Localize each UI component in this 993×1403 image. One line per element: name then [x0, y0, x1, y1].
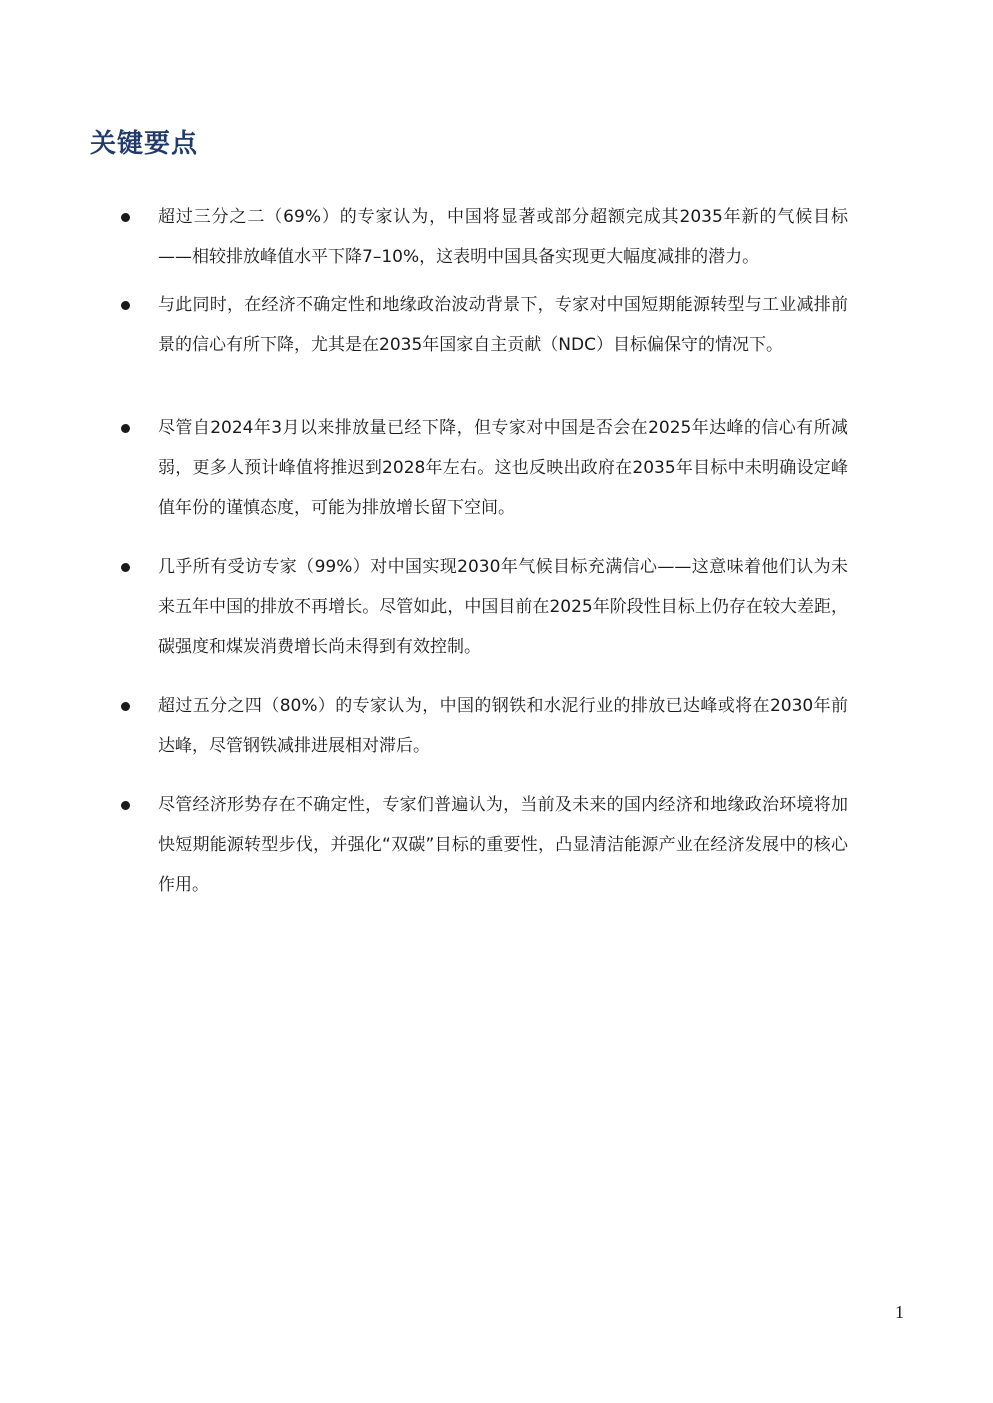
bullet-icon	[121, 301, 130, 310]
page-number: 1	[895, 1302, 904, 1322]
bullet-icon	[121, 424, 130, 433]
section-heading: 关键要点	[90, 129, 199, 159]
bullet-icon	[121, 213, 130, 222]
bullet-text: 几乎所有受访专家（99%）对中国实现2030年气候目标充满信心——这意味着他们认为未来五年中国的排放不再增长。尽管如此，中国目前在2025年阶段性目标上仍存在较大差距，碳强度和煤炭消费增长尚未得到有效控制。	[158, 557, 848, 657]
bullet-text: 尽管自2024年3月以来排放量已经下降，但专家对中国是否会在2025年达峰的信心有所减弱，更多人预计峰值将推迟到2028年左右。这也反映出政府在2035年目标中未明确设定峰值年份的谨慎态度，可能为排放增长留下空间。	[158, 418, 848, 518]
bullet-text: 超过五分之四（80%）的专家认为，中国的钢铁和水泥行业的排放已达峰或将在2030年前达峰，尽管钢铁减排进展相对滞后。	[158, 696, 848, 756]
bullet-icon	[121, 563, 130, 572]
bullet-text: 超过三分之二（69%）的专家认为，中国将显著或部分超额完成其2035年新的气候目标——相较排放峰值水平下降7–10%，这表明中国具备实现更大幅度减排的潜力。	[158, 207, 848, 267]
bullet-icon	[121, 702, 130, 711]
bullet-text: 尽管经济形势存在不确定性，专家们普遍认为，当前及未来的国内经济和地缘政治环境将加快短期能源转型步伐，并强化“双碳”目标的重要性，凸显清洁能源产业在经济发展中的核心作用。	[158, 795, 848, 895]
bullet-text: 与此同时，在经济不确定性和地缘政治波动背景下，专家对中国短期能源转型与工业减排前景的信心有所下降，尤其是在2035年国家自主贡献（NDC）目标偏保守的情况下。	[158, 295, 848, 355]
bullet-icon	[121, 801, 130, 810]
